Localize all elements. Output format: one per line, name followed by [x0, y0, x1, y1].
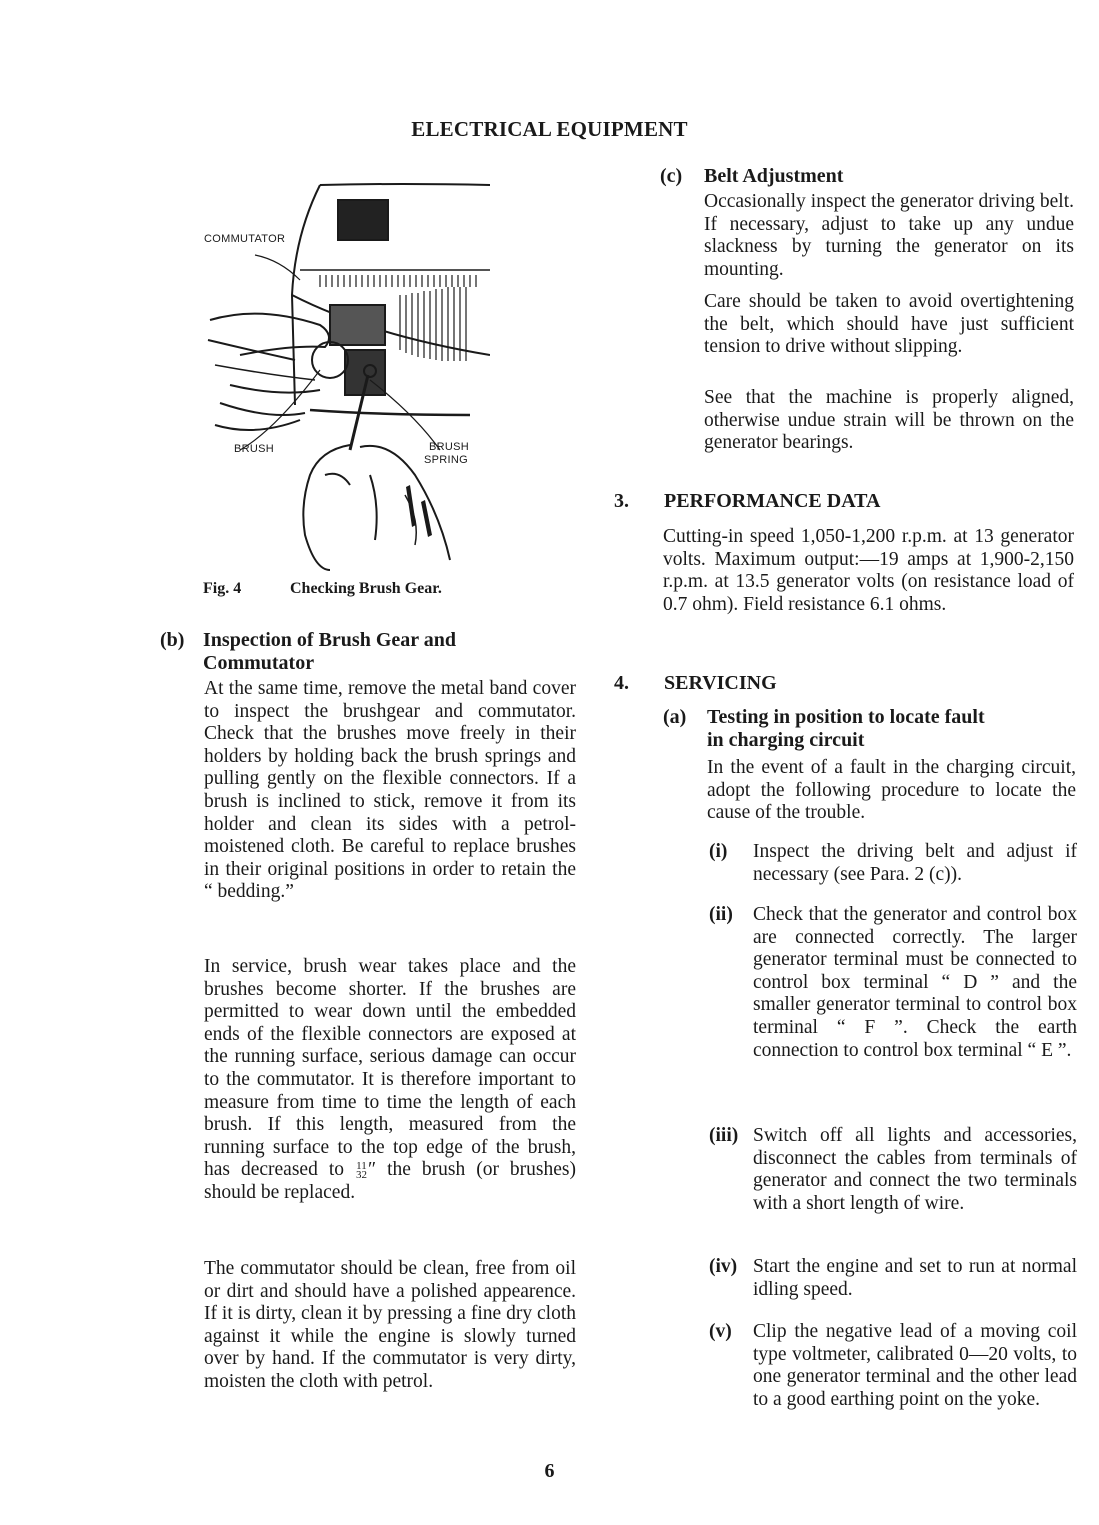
inch-mark: ″ — [367, 1159, 377, 1181]
section-b-paragraph-1: At the same time, remove the metal band cover to inspect the brushgear and commutator. Check that the brushes move freely in their holders by holding back the brush springs and pulling gently on the flexible connectors. If a brush is inclined to stick, remove it from its holder and clean its sides with a petrol-moistened cloth. Be careful to replace brushes in their original positions in order to retain the “ bedding.” — [204, 678, 576, 903]
list-item-i-mark: (i) — [709, 841, 728, 862]
section-c-paragraph-3: See that the machine is properly aligned, otherwise undue strain will be thrown on the generator bearings. — [704, 387, 1074, 454]
section-b-paragraph-2-part-a: In service, brush wear takes place and the brushes become shorter. If the brushes are permitted to wear down until the embedded ends of the flexible connectors are exposed at the running surface, serious damage can occur to the commutator. It is therefore important to measure from time to time the length of each brush. If this length, measured from the running surface to the top edge of the brush, has decreased to — [204, 956, 576, 1181]
fraction-numerator: 11 — [356, 1159, 367, 1172]
figure-caption-number: Fig. 4 — [203, 580, 242, 597]
section-3-paragraph: Cutting-in speed 1,050-1,200 r.p.m. at 13 generator volts. Maximum output:—19 amps at 1,900-2,150 r.p.m. at 13.5 generator volts (on resistance load of 0.7 ohm). Field resistance 6.1 ohms. — [663, 526, 1074, 615]
section-4-title: SERVICING — [664, 672, 777, 694]
list-item-i-text: Inspect the driving belt and adjust if necessary (see Para. 2 (c)). — [753, 841, 1077, 885]
list-item-iv-mark: (iv) — [709, 1256, 738, 1277]
brush-label: BRUSH — [234, 443, 275, 455]
section-b-paragraph-2-part-b: the brush (or brushes) should be replaced. — [204, 1159, 576, 1203]
page-title: ELECTRICAL EQUIPMENT — [411, 117, 688, 141]
list-item-v-mark: (v) — [709, 1321, 732, 1342]
section-c-paragraph-1: Occasionally inspect the generator driving belt. If necessary, adjust to take up any undue slackness by turning the generator on its mounting. — [704, 191, 1074, 280]
section-c-paragraph-2: Care should be taken to avoid overtightening the belt, which should have just sufficient tension to drive without slipping. — [704, 291, 1074, 358]
section-b-paragraph-3: The commutator should be clean, free from oil or dirt and should have a polished appearence. If it is dirty, clean it by pressing a fine dry cloth against it while the engine is slowly turned over by hand. If the commutator is very dirty, moisten the cloth with petrol. — [204, 1258, 576, 1392]
brush-spring-label-2: SPRING — [424, 454, 468, 466]
section-3-title: PERFORMANCE DATA — [664, 490, 881, 512]
list-item-ii-mark: (ii) — [709, 904, 733, 925]
section-3-number: 3. — [614, 490, 629, 512]
section-b-title-line2: Commutator — [203, 652, 315, 674]
brush-spring-label-1: BRUSH — [429, 441, 470, 453]
list-item-iii-mark: (iii) — [709, 1125, 739, 1146]
section-b-paragraph-2 — [204, 956, 576, 1205]
figure-caption-text: Checking Brush Gear. — [290, 580, 442, 597]
section-4a-mark: (a) — [663, 706, 687, 728]
page-number: 6 — [544, 1460, 555, 1482]
section-4a-paragraph: In the event of a fault in the charging circuit, adopt the following procedure to locate the cause of the trouble. — [707, 757, 1076, 824]
list-item-ii-text: Check that the generator and control box are connected correctly. The larger generator terminal must be connected to control box terminal “ D ” and the smaller generator terminal to control box terminal “ F ”. Check the earth connection to control box terminal “ E ”. — [753, 904, 1077, 1061]
fraction-denominator: 32 — [355, 1168, 367, 1181]
fraction-eleven-thirty-seconds — [355, 1159, 367, 1181]
section-b-mark: (b) — [160, 629, 185, 651]
list-item-v-text: Clip the negative lead of a moving coil type voltmeter, calibrated 0—20 volts, to one generator terminal and the other lead to a good earthing point on the yoke. — [753, 1321, 1077, 1410]
commutator-label: COMMUTATOR — [204, 233, 286, 245]
list-item-iii-text: Switch off all lights and accessories, disconnect the cables from terminals of generator and connect the two terminals with a short length of wire. — [753, 1125, 1077, 1214]
list-item-iv-text: Start the engine and set to run at normal idling speed. — [753, 1256, 1077, 1300]
brush-gear-illustration — [200, 175, 490, 575]
section-b-title-line1: Inspection of Brush Gear and — [203, 629, 457, 651]
section-4a-title-line1: Testing in position to locate fault — [707, 706, 985, 728]
section-4-number: 4. — [614, 672, 629, 694]
section-c-mark: (c) — [660, 165, 683, 187]
section-4a-title-line2: in charging circuit — [707, 729, 865, 751]
section-c-title: Belt Adjustment — [704, 165, 844, 187]
